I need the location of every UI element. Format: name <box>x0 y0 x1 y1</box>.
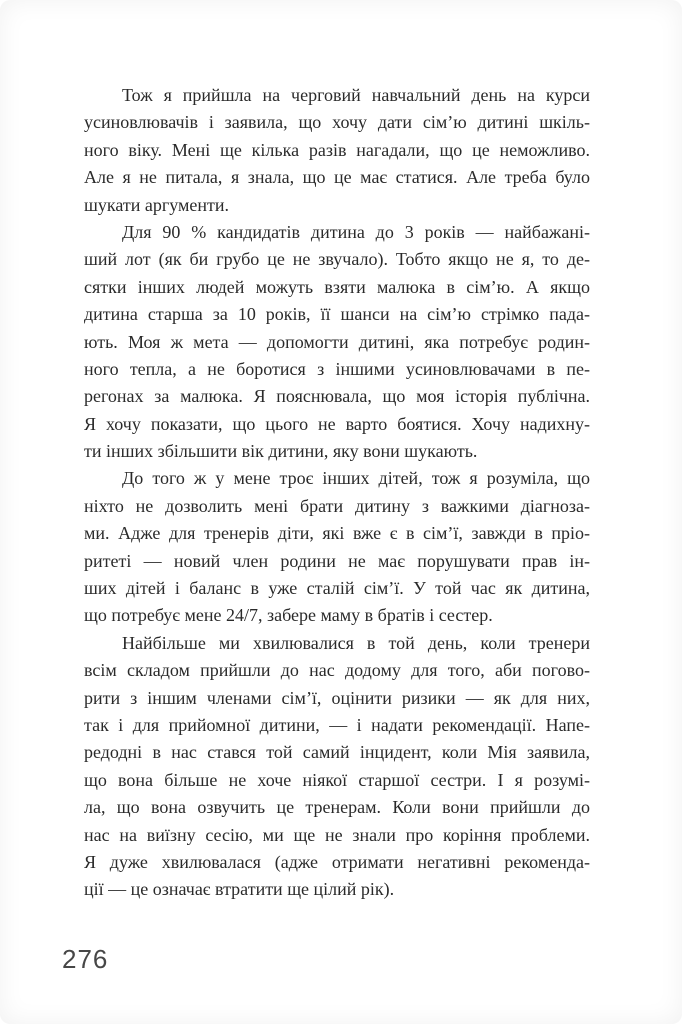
text-line: Але я не питала, я знала, що це має статися. Але треба було <box>84 167 590 188</box>
text-line: редодні в нас стався той самий інцидент, коли Мія заявила, <box>84 742 590 763</box>
text-line: дитина старша за 10 років, її шанси на сім’ю стрімко пада- <box>84 304 590 325</box>
text-line: Для 90 % кандидатів дитина до 3 років — найбажані- <box>122 221 590 242</box>
text-line: ла, що вона озвучить це тренерам. Коли вони прийшли до <box>84 797 590 818</box>
text-line: шукати аргументи. <box>84 194 230 215</box>
text-line: Я дуже хвилювалася (адже отримати негативні рекоменда- <box>84 851 590 872</box>
text-line: ти інших збільшити вік дитини, яку вони шукають. <box>84 441 478 462</box>
text-line: ніхто не дозволить мені брати дитину з важкими діагноза- <box>84 495 590 516</box>
text-line: Тож я прийшла на черговий навчальний день на курси <box>122 85 590 105</box>
text-line: нас на виїзну сесію, ми ще не знали про коріння проблеми. <box>84 824 590 845</box>
text-line: всім складом прийшли до нас додому для того, аби погово- <box>84 660 590 681</box>
text-line: регонах за малюка. Я пояснювала, що моя історія публічна. <box>84 386 590 407</box>
text-line: ший лот (як би грубо це не звучало). Тобто якщо не я, то де- <box>84 249 590 270</box>
paragraph <box>84 219 590 466</box>
text-line: так і для прийомної дитини, — і надати рекомендації. Напе- <box>84 714 590 735</box>
text-line: До того ж у мене троє інших дітей, тож я розуміла, що <box>122 468 590 489</box>
text-line: ного тепла, а не боротися з іншими усиновлювачами в пе- <box>84 358 590 379</box>
text-line: ного віку. Мені ще кілька разів нагадали, що це неможливо. <box>84 139 590 160</box>
text-line: ють. Моя ж мета — допомогти дитині, яка потребує родин- <box>84 331 590 352</box>
text-line: ції — це означає втратити ще цілий рік). <box>84 879 395 900</box>
text-line: усиновлювачів і заявила, що хочу дати сім’ю дитині шкіль- <box>84 112 590 133</box>
text-line: Найбільше ми хвилювалися в той день, коли тренери <box>122 632 590 653</box>
paragraph <box>84 630 590 904</box>
body-text <box>84 82 590 904</box>
text-line: що вона більше не хоче ніякої старшої сестри. І я розумі- <box>84 769 590 790</box>
text-line: ших дітей і баланс в уже сталій сім’ї. У той час як дитина, <box>84 578 590 599</box>
paragraph <box>84 82 590 219</box>
page-number: 276 <box>62 944 109 974</box>
text-line: рити з іншим членами сім’ї, оцінити ризики — як для них, <box>84 687 590 708</box>
text-line: сятки інших людей можуть взяти малюка в сім’ю. А якщо <box>84 276 590 297</box>
paragraph <box>84 465 590 629</box>
text-line: ритеті — новий член родини не має порушувати прав ін- <box>84 550 590 571</box>
text-line: ми. Адже для тренерів діти, які вже є в сім’ї, завжди в пріо- <box>84 523 590 544</box>
text-line: Я хочу показати, що цього не варто боятися. Хочу надихну- <box>84 413 590 434</box>
text-line: що потребує мене 24/7, забере маму в братів і сестер. <box>84 605 493 626</box>
